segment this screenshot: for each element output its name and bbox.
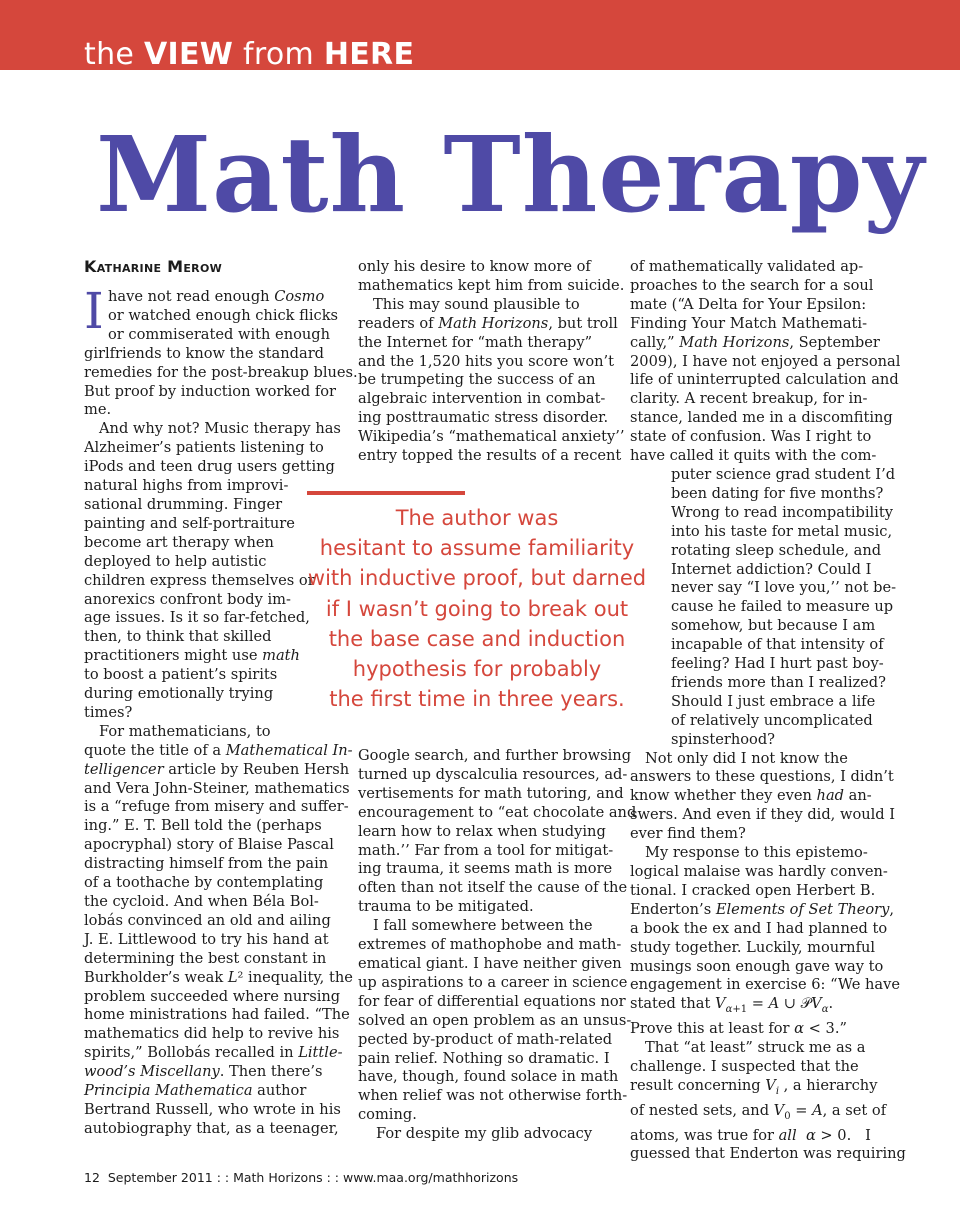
pull-quote-line: the first time in three years. bbox=[329, 687, 625, 712]
text-line: up aspirations to a career in science bbox=[358, 973, 628, 991]
text-line: Enderton’s Elements of Set Theory, bbox=[630, 900, 895, 918]
text-line: incapable of that intensity of bbox=[671, 636, 884, 654]
text-line: times? bbox=[84, 703, 133, 721]
text-line: For despite my glib advocacy bbox=[376, 1125, 593, 1143]
text-line: quote the title of a Mathematical In- bbox=[84, 741, 353, 759]
text-line: Principia Mathematica author bbox=[84, 1082, 307, 1100]
text-line: never say “I love you,’’ not be- bbox=[671, 579, 897, 597]
text-line: Should I just embrace a life bbox=[671, 692, 876, 710]
text-line: mate (“A Delta for Your Epsilon: bbox=[630, 295, 867, 313]
text-line: anorexics confront body im- bbox=[84, 590, 291, 608]
text-line: pain relief. Nothing so dramatic. I bbox=[358, 1049, 610, 1067]
text-line: turned up dyscalculia resources, ad- bbox=[358, 765, 628, 783]
text-line: and Vera John-Steiner, mathematics bbox=[84, 779, 350, 797]
text-line: when relief was not otherwise forth- bbox=[358, 1087, 628, 1105]
pull-quote-line: with inductive proof, but darned bbox=[307, 566, 647, 591]
text-line: apocryphal) story of Blaise Pascal bbox=[84, 836, 334, 854]
drop-cap: I bbox=[84, 282, 104, 340]
text-line: stance, landed me in a discomfiting bbox=[630, 409, 893, 427]
text-line: My response to this epistemo- bbox=[645, 844, 868, 862]
text-line: of a toothache by contemplating bbox=[84, 874, 324, 892]
text-line: Google search, and further browsing bbox=[358, 747, 632, 764]
text-line: trauma to be mitigated. bbox=[358, 898, 534, 916]
text-line: state of confusion. Was I right to bbox=[630, 428, 872, 446]
text-line: a book the ex and I had planned to bbox=[630, 919, 888, 937]
text-line: logical malaise was hardly conven- bbox=[630, 863, 888, 880]
text-line: for fear of differential equations nor bbox=[358, 992, 626, 1010]
column-2-top bbox=[358, 258, 625, 466]
text-line: coming. bbox=[358, 1106, 417, 1124]
text-line: Wrong to read incompatibility bbox=[671, 503, 893, 521]
text-line: challenge. I suspected that the bbox=[630, 1057, 859, 1075]
kicker-from: from bbox=[243, 37, 315, 72]
pull-quote-rule bbox=[307, 491, 465, 495]
page-footer bbox=[84, 1170, 518, 1185]
text-line: study together. Luckily, mournful bbox=[630, 938, 876, 956]
pull-quote-line: hypothesis for probably bbox=[352, 657, 602, 682]
text-line: then, to think that skilled bbox=[84, 628, 272, 646]
text-line: atoms, was true for all α > 0. I bbox=[630, 1126, 871, 1144]
text-line: of mathematically validated ap- bbox=[630, 258, 864, 275]
kicker-here: HERE bbox=[323, 37, 415, 72]
text-line: Alzheimer’s patients listening to bbox=[84, 439, 324, 457]
text-line: algebraic intervention in combat- bbox=[358, 390, 606, 408]
text-line: cally,” Math Horizons, September bbox=[630, 333, 880, 351]
text-line: spinsterhood? bbox=[671, 730, 776, 748]
text-line: often than not itself the cause of the bbox=[358, 879, 628, 897]
text-line: mathematics kept him from suicide. bbox=[358, 276, 625, 294]
text-line: encouragement to “eat chocolate and bbox=[358, 803, 637, 821]
text-line: pected by-product of math-related bbox=[358, 1030, 613, 1048]
text-line: the Internet for “math therapy” bbox=[358, 333, 593, 351]
kicker-view: VIEW bbox=[143, 37, 234, 72]
text-line: extremes of mathophobe and math- bbox=[358, 936, 622, 954]
text-line: have, though, found solace in math bbox=[358, 1068, 619, 1086]
text-line: or commiserated with enough bbox=[108, 325, 331, 343]
text-line: rotating sleep schedule, and bbox=[671, 541, 882, 559]
text-line: of relatively uncomplicated bbox=[671, 711, 873, 729]
text-line: life of uninterrupted calculation and bbox=[630, 371, 899, 389]
text-line: is a “refuge from misery and suffer- bbox=[84, 798, 349, 816]
text-line: only his desire to know more of bbox=[358, 258, 591, 275]
text-line: distracting himself from the pain bbox=[84, 855, 329, 873]
text-line: home ministrations had failed. “The bbox=[84, 1006, 350, 1024]
text-line: learn how to relax when studying bbox=[358, 822, 606, 840]
text-line: feeling? Had I hurt past boy- bbox=[671, 655, 884, 673]
text-line: and the 1,520 hits you score won’t bbox=[358, 352, 615, 370]
text-line: Bertrand Russell, who wrote in his bbox=[84, 1100, 341, 1118]
text-line: iPods and teen drug users getting bbox=[84, 458, 335, 476]
footer-text: September 2011 : : Math Horizons : : www.maa.org/mathhorizons bbox=[107, 1170, 519, 1185]
text-line: cause he failed to measure up bbox=[671, 598, 894, 616]
pull-quote bbox=[307, 503, 647, 714]
text-line: have called it quits with the com- bbox=[630, 447, 877, 465]
text-line: to boost a patient’s spirits bbox=[84, 666, 278, 684]
text-line: deployed to help autistic bbox=[84, 552, 267, 570]
text-line: girlfriends to know the standard bbox=[84, 344, 325, 362]
text-line: autobiography that, as a teenager, bbox=[84, 1119, 339, 1137]
text-line: solved an open problem as an unsus- bbox=[358, 1011, 632, 1029]
column-1 bbox=[84, 282, 358, 1139]
text-line: ing posttraumatic stress disorder. bbox=[358, 409, 609, 427]
article-title: Math Therapy bbox=[96, 113, 925, 236]
text-line: friends more than I realized? bbox=[671, 673, 886, 691]
text-line: Cosmo bbox=[274, 288, 325, 305]
text-line: result concerning $V_i$ , a hierarchy bbox=[630, 1076, 878, 1097]
text-line: somehow, but because I am bbox=[671, 617, 876, 635]
text-line: entry topped the results of a recent bbox=[358, 447, 622, 465]
text-line: been dating for five months? bbox=[671, 484, 884, 502]
text-line: know whether they even had an- bbox=[630, 787, 872, 805]
text-line: For mathematicians, to bbox=[99, 722, 271, 740]
text-line: lobás convinced an old and ailing bbox=[84, 911, 331, 929]
text-line: proaches to the search for a soul bbox=[630, 276, 874, 294]
text-line: spirits,” Bollobás recalled in Little- bbox=[84, 1044, 343, 1062]
text-line: into his taste for metal music, bbox=[671, 522, 893, 540]
text-line: sational drumming. Finger bbox=[84, 495, 283, 513]
text-line: age issues. Is it so far-fetched, bbox=[84, 609, 310, 627]
text-line: guessed that Enderton was requiring bbox=[630, 1145, 906, 1163]
text-line: me. bbox=[84, 401, 112, 419]
text-line: Finding Your Match Mathemati- bbox=[630, 314, 868, 332]
text-line: Internet addiction? Could I bbox=[671, 560, 872, 578]
text-line: remedies for the post-breakup blues. bbox=[84, 363, 358, 381]
text-line: Prove this at least for α < 3.” bbox=[630, 1020, 847, 1038]
text-line: during emotionally trying bbox=[84, 685, 274, 703]
column-2-bottom bbox=[358, 747, 637, 1144]
text-line: That “at least” struck me as a bbox=[645, 1039, 866, 1057]
text-line: I fall somewhere between the bbox=[373, 917, 593, 935]
text-line: ever find them? bbox=[630, 825, 746, 843]
text-line: practitioners might use math bbox=[84, 647, 300, 665]
pull-quote-line: hesitant to assume familiarity bbox=[319, 536, 635, 561]
page-number: 12 bbox=[84, 1170, 100, 1185]
text-line: ing trauma, it seems math is more bbox=[358, 860, 613, 878]
text-line: math.’’ Far from a tool for mitigat- bbox=[358, 841, 614, 859]
column-3 bbox=[630, 258, 906, 1164]
section-kicker bbox=[84, 38, 414, 72]
text-line: Wikipedia’s “mathematical anxiety’’ bbox=[358, 428, 625, 446]
text-line: telligencer article by Reuben Hersh bbox=[84, 760, 350, 778]
text-line: ematical giant. I have neither given bbox=[358, 954, 622, 972]
text-line: wood’s Miscellany. Then there’s bbox=[84, 1063, 323, 1081]
text-line: stated that $V_{\alpha+1} = A$ ∪ 𝒫V$_\alpha$. bbox=[630, 995, 834, 1016]
text-line: musings soon enough gave way to bbox=[630, 957, 884, 975]
text-line: 2009), I have not enjoyed a personal bbox=[630, 352, 901, 370]
text-line: vertisements for math tutoring, and bbox=[358, 784, 624, 802]
text-line: Not only did I not know the bbox=[645, 749, 848, 767]
pull-quote-line: if I wasn’t going to break out bbox=[325, 596, 629, 621]
text-line: become art therapy when bbox=[84, 533, 274, 551]
text-line: J. E. Littlewood to try his hand at bbox=[84, 930, 329, 948]
text-line: painting and self-portraiture bbox=[84, 514, 295, 532]
text-line: And why not? Music therapy has bbox=[99, 420, 341, 438]
text-line: have not read enough Cosmo bbox=[108, 288, 325, 305]
text-line: or watched enough chick flicks bbox=[108, 306, 339, 324]
author-byline: Katharine Merow bbox=[84, 257, 223, 276]
text-line: readers of Math Horizons, but troll bbox=[358, 314, 618, 332]
text-line: ing.” E. T. Bell told the (perhaps bbox=[84, 817, 322, 835]
text-line: But proof by induction worked for bbox=[84, 382, 336, 400]
text-line: problem succeeded where nursing bbox=[84, 987, 341, 1005]
text-line: This may sound plausible to bbox=[373, 295, 580, 313]
pull-quote-line: The author was bbox=[395, 506, 559, 530]
text-line: swers. And even if they did, would I bbox=[630, 806, 896, 824]
text-line: mathematics did help to revive his bbox=[84, 1025, 340, 1043]
text-line: clarity. A recent breakup, for in- bbox=[630, 390, 868, 408]
text-line: the cycloid. And when Béla Bol- bbox=[84, 893, 319, 910]
kicker-the: the bbox=[84, 37, 135, 72]
text-line: determining the best constant in bbox=[84, 949, 327, 967]
text-line: be trumpeting the success of an bbox=[358, 371, 596, 389]
pull-quote-line: the base case and induction bbox=[328, 626, 626, 651]
text-line: Burkholder’s weak L² inequality, the bbox=[84, 968, 353, 986]
text-line: answers to these questions, I didn’t bbox=[630, 768, 894, 786]
text-line: puter science grad student I’d bbox=[671, 465, 896, 483]
text-line: engagement in exercise 6: “We have bbox=[630, 976, 900, 994]
text-line: children express themselves or bbox=[84, 571, 315, 589]
text-line: tional. I cracked open Herbert B. bbox=[630, 881, 876, 899]
text-line: natural highs from improvi- bbox=[84, 477, 289, 495]
text-line: of nested sets, and $V_0 = A$, a set of bbox=[630, 1101, 887, 1122]
